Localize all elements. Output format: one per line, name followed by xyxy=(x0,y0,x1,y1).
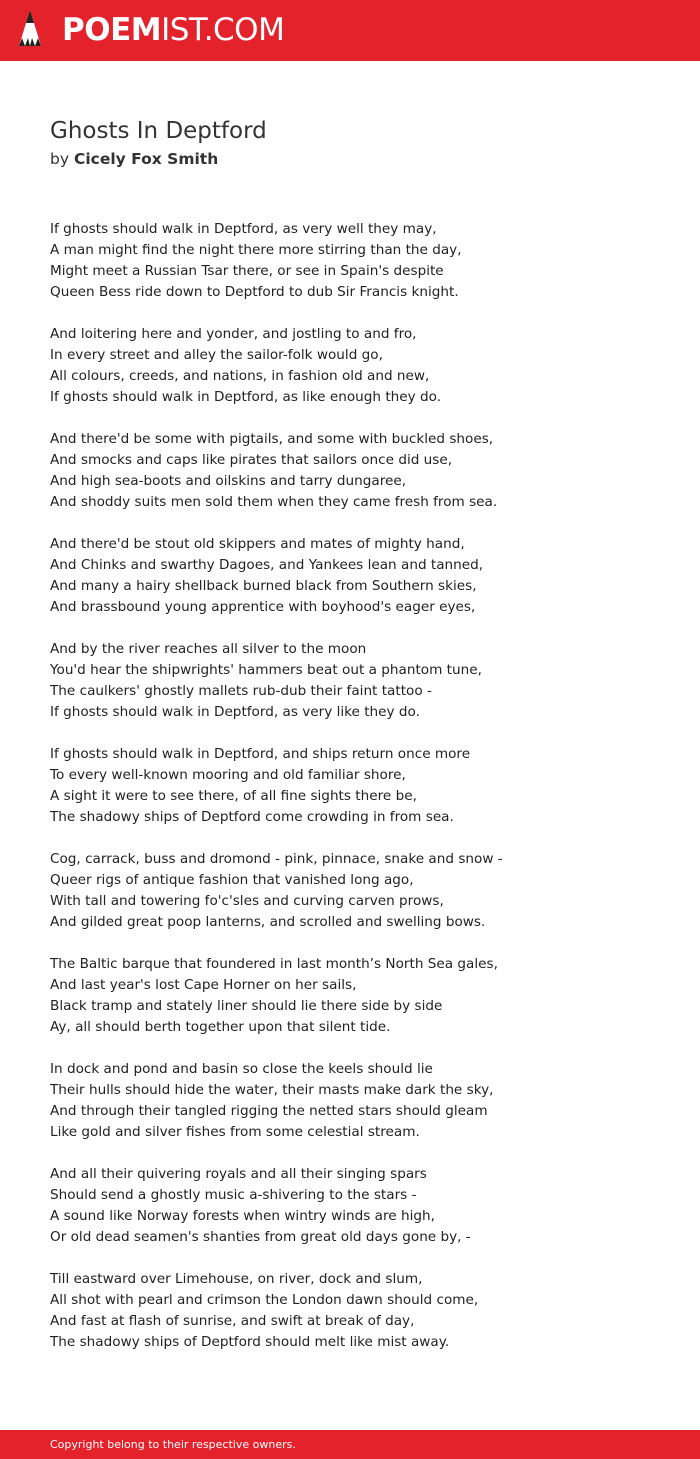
poem-line: Queer rigs of antique fashion that vanished long ago, xyxy=(50,872,414,888)
poem-line: And high sea-boots and oilskins and tarry dungaree, xyxy=(50,473,407,489)
poem-stanza xyxy=(50,1269,650,1353)
poem-line: If ghosts should walk in Deptford, as very well they may, xyxy=(50,221,437,237)
poem-line: And brassbound young apprentice with boyhood's eager eyes, xyxy=(50,599,476,615)
poem-line: In every street and alley the sailor-folk would go, xyxy=(50,347,383,363)
poem-line: And many a hairy shellback burned black from Southern skies, xyxy=(50,578,477,594)
poem-line: And by the river reaches all silver to the moon xyxy=(50,641,367,657)
author-name[interactable]: Cicely Fox Smith xyxy=(73,150,219,168)
poem-line: All shot with pearl and crimson the London dawn should come, xyxy=(50,1292,479,1308)
poem-body xyxy=(50,219,650,1374)
poem-stanza xyxy=(50,429,650,513)
poem-line: Black tramp and stately liner should lie there side by side xyxy=(50,998,443,1014)
poem-line: If ghosts should walk in Deptford, as like enough they do. xyxy=(50,389,442,405)
poem-stanza xyxy=(50,1164,650,1248)
poem-title: Ghosts In Deptford xyxy=(50,118,267,144)
poem-stanza xyxy=(50,324,650,408)
poem-line: Might meet a Russian Tsar there, or see in Spain's despite xyxy=(50,263,444,279)
poem-line: And Chinks and swarthy Dagoes, and Yankees lean and tanned, xyxy=(50,557,484,573)
byline xyxy=(50,149,218,169)
pencil-tip-icon[interactable] xyxy=(16,8,44,52)
poem-line: A sound like Norway forests when wintry winds are high, xyxy=(50,1208,435,1224)
poem-line: All colours, creeds, and nations, in fashion old and new, xyxy=(50,368,430,384)
poem-line: Queen Bess ride down to Deptford to dub Sir Francis knight. xyxy=(50,284,459,300)
poem-stanza xyxy=(50,849,650,933)
poem-line: The shadowy ships of Deptford come crowding in from sea. xyxy=(50,809,454,825)
poem-line: And there'd be stout old skippers and mates of mighty hand, xyxy=(50,536,465,552)
poem-line: If ghosts should walk in Deptford, as very like they do. xyxy=(50,704,420,720)
poem-line: Till eastward over Limehouse, on river, dock and slum, xyxy=(50,1271,423,1287)
poem-line: Should send a ghostly music a-shivering to the stars - xyxy=(50,1187,417,1203)
poem-line: And fast at flash of sunrise, and swift at break of day, xyxy=(50,1313,415,1329)
poem-line: Their hulls should hide the water, their masts make dark the sky, xyxy=(50,1082,494,1098)
poem-line: And shoddy suits men sold them when they came fresh from sea. xyxy=(50,494,498,510)
poem-line: The Baltic barque that foundered in last month’s North Sea gales, xyxy=(50,956,498,972)
poem-line: Or old dead seamen's shanties from great old days gone by, - xyxy=(50,1229,471,1245)
poem-line: And there'd be some with pigtails, and some with buckled shoes, xyxy=(50,431,494,447)
poem-line: In dock and pond and basin so close the keels should lie xyxy=(50,1061,433,1077)
by-label: by xyxy=(50,150,70,168)
site-header xyxy=(0,0,700,61)
poem-stanza xyxy=(50,954,650,1038)
site-footer xyxy=(0,1430,700,1459)
poem-line: And smocks and caps like pirates that sailors once did use, xyxy=(50,452,453,468)
poem-stanza xyxy=(50,1059,650,1143)
poem-line: Cog, carrack, buss and dromond - pink, pinnace, snake and snow - xyxy=(50,851,503,867)
poem-line: And gilded great poop lanterns, and scrolled and swelling bows. xyxy=(50,914,486,930)
brand-light: IST.COM xyxy=(161,12,285,48)
poem-stanza xyxy=(50,219,650,303)
poem-line: A man might find the night there more stirring than the day, xyxy=(50,242,462,258)
poem-stanza xyxy=(50,744,650,828)
poem-line: If ghosts should walk in Deptford, and ships return once more xyxy=(50,746,471,762)
poem-line: Like gold and silver fishes from some celestial stream. xyxy=(50,1124,420,1140)
site-logo[interactable] xyxy=(62,10,284,50)
poem-line: And loitering here and yonder, and jostling to and fro, xyxy=(50,326,417,342)
poem-line: The shadowy ships of Deptford should melt like mist away. xyxy=(50,1334,450,1350)
poem-line: A sight it were to see there, of all fine sights there be, xyxy=(50,788,417,804)
poem-line: Ay, all should berth together upon that silent tide. xyxy=(50,1019,391,1035)
copyright-text: Copyright belong to their respective owners. xyxy=(50,1438,296,1451)
poem-line: To every well-known mooring and old familiar shore, xyxy=(50,767,406,783)
brand-bold: POEM xyxy=(62,12,162,48)
poem-line: And last year's lost Cape Horner on her sails, xyxy=(50,977,357,993)
poem-line: With tall and towering fo'c'sles and curving carven prows, xyxy=(50,893,444,909)
poem-stanza xyxy=(50,534,650,618)
poem-line: The caulkers' ghostly mallets rub-dub their faint tattoo - xyxy=(50,683,432,699)
poem-line: And through their tangled rigging the netted stars should gleam xyxy=(50,1103,488,1119)
poem-line: You'd hear the shipwrights' hammers beat out a phantom tune, xyxy=(50,662,482,678)
poem-line: And all their quivering royals and all their singing spars xyxy=(50,1166,427,1182)
poem-stanza xyxy=(50,639,650,723)
